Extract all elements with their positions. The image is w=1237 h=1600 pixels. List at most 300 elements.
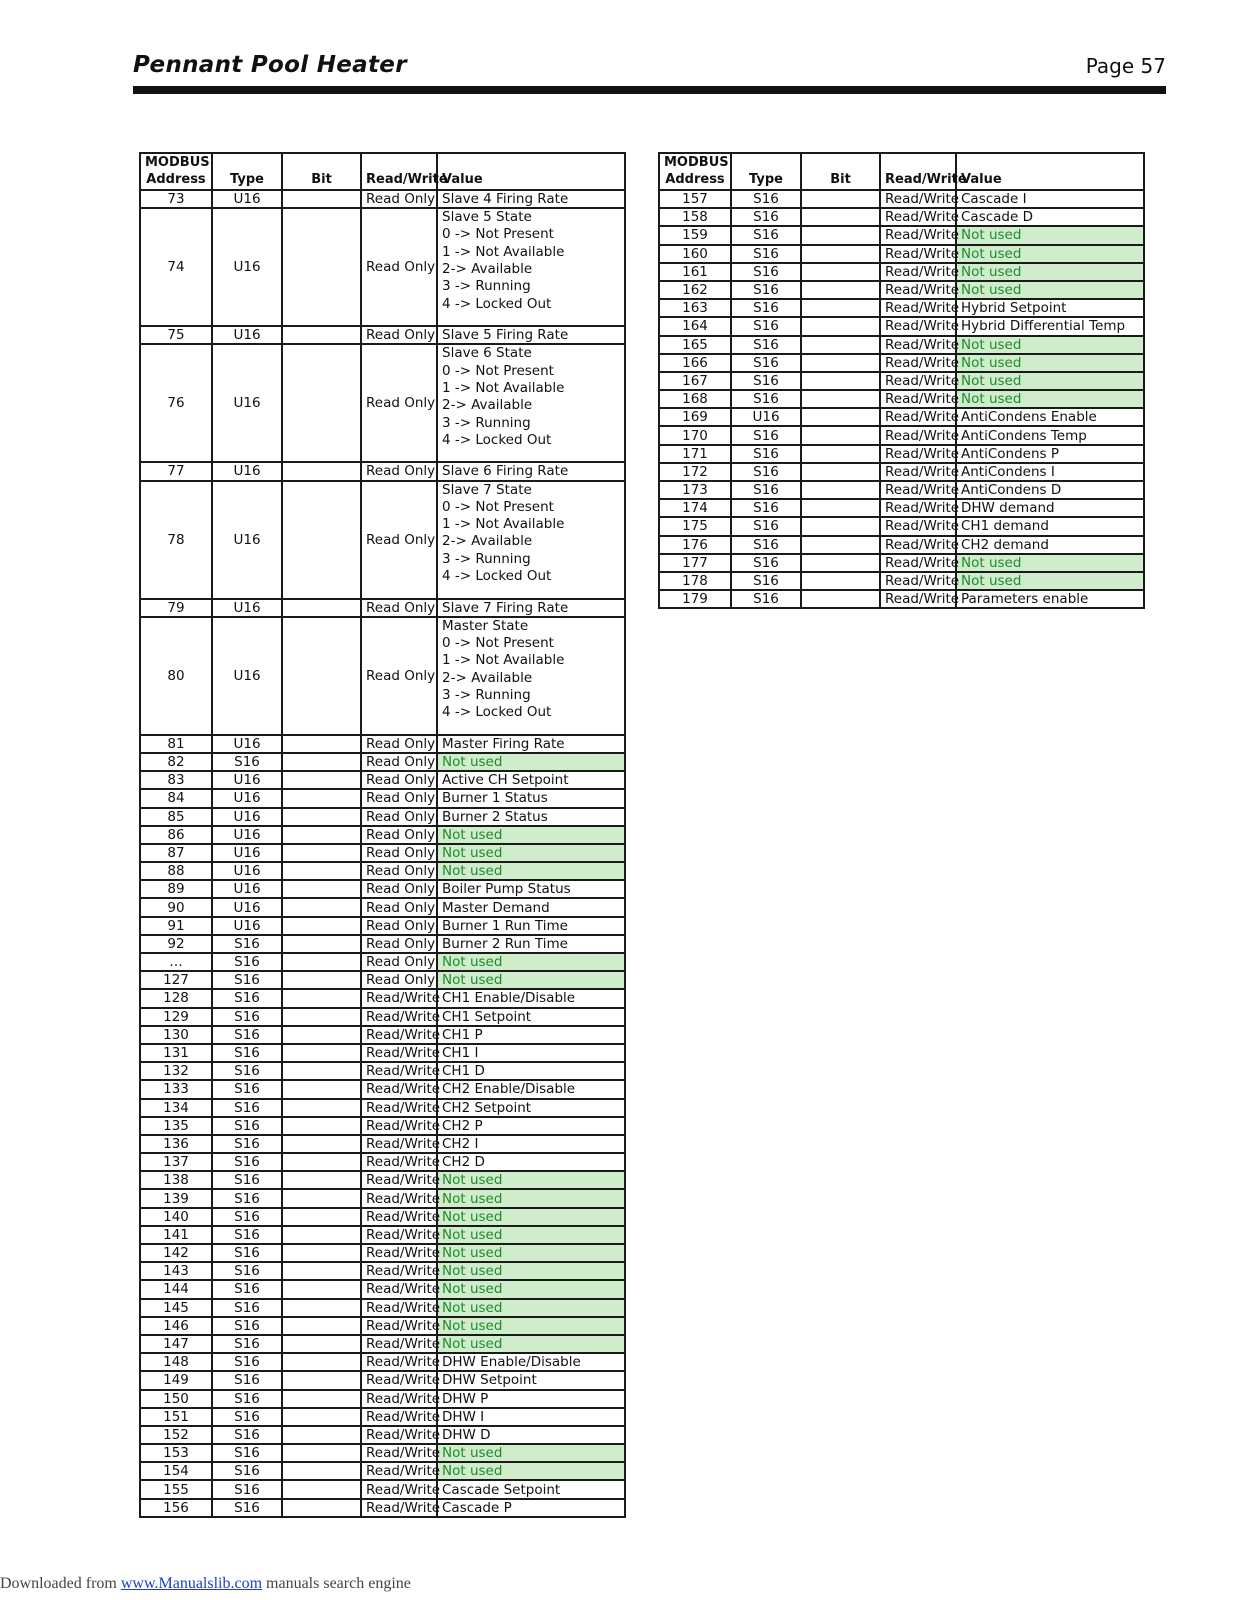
cell-bit: [282, 1008, 361, 1026]
cell-type: U16: [212, 326, 282, 344]
cell-type: S16: [212, 1226, 282, 1244]
cell-type: U16: [212, 917, 282, 935]
cell-bit: [282, 1480, 361, 1498]
cell-read-write: Read/Write: [880, 463, 956, 481]
cell-type: S16: [731, 354, 801, 372]
cell-address: 154: [140, 1462, 212, 1480]
table-row: [140, 1099, 625, 1117]
cell-value-text: Slave 5 State 0 -> Not Present 1 -> Not Available 2-> Available 3 -> Running 4 -> Locked Out: [442, 209, 565, 312]
cell-value: Not used: [437, 971, 625, 989]
cell-value: Not used: [437, 1280, 625, 1298]
cell-read-write: Read/Write: [361, 1026, 437, 1044]
cell-type: U16: [212, 481, 282, 599]
cell-value: [437, 617, 625, 735]
table-row: [659, 299, 1144, 317]
cell-read-write: Read Only: [361, 808, 437, 826]
cell-address: 166: [659, 354, 731, 372]
cell-read-write: Read/Write: [361, 1299, 437, 1317]
cell-address: 135: [140, 1117, 212, 1135]
cell-value: Not used: [437, 1317, 625, 1335]
cell-type: S16: [212, 1208, 282, 1226]
cell-type: S16: [212, 1044, 282, 1062]
cell-value: CH1 P: [437, 1026, 625, 1044]
cell-type: U16: [212, 880, 282, 898]
cell-type: U16: [212, 771, 282, 789]
cell-type: S16: [731, 190, 801, 208]
cell-address: 168: [659, 390, 731, 408]
cell-type: S16: [212, 1444, 282, 1462]
table-row: [140, 1189, 625, 1207]
cell-value: Hybrid Differential Temp: [956, 317, 1144, 335]
cell-read-write: Read/Write: [880, 263, 956, 281]
cell-value: Not used: [437, 1299, 625, 1317]
cell-value: DHW P: [437, 1390, 625, 1408]
cell-type: U16: [212, 208, 282, 326]
table-row: [140, 862, 625, 880]
cell-address: 144: [140, 1280, 212, 1298]
cell-read-write: Read/Write: [361, 1153, 437, 1171]
cell-value: Not used: [956, 336, 1144, 354]
cell-read-write: Read Only: [361, 208, 437, 326]
table-row: [659, 554, 1144, 572]
table-row: [659, 408, 1144, 426]
cell-address: 148: [140, 1353, 212, 1371]
cell-bit: [282, 1044, 361, 1062]
footer-suffix: manuals search engine: [262, 1575, 411, 1592]
cell-address: 175: [659, 517, 731, 535]
cell-type: S16: [212, 1153, 282, 1171]
cell-type: S16: [212, 1462, 282, 1480]
cell-address: 75: [140, 326, 212, 344]
table-row: [140, 1408, 625, 1426]
col-read-write: Read/Write: [361, 153, 437, 190]
cell-address: 76: [140, 344, 212, 462]
table-row: [140, 1208, 625, 1226]
table-row: [140, 462, 625, 480]
cell-address: 134: [140, 1099, 212, 1117]
table-row: [140, 771, 625, 789]
footer-prefix: Downloaded from: [0, 1575, 121, 1592]
cell-address: 146: [140, 1317, 212, 1335]
cell-type: S16: [212, 1335, 282, 1353]
cell-address: 158: [659, 208, 731, 226]
cell-read-write: Read/Write: [880, 372, 956, 390]
cell-type: S16: [731, 245, 801, 263]
cell-value: Hybrid Setpoint: [956, 299, 1144, 317]
cell-read-write: Read/Write: [361, 1099, 437, 1117]
cell-type: U16: [212, 617, 282, 735]
cell-type: S16: [212, 1099, 282, 1117]
modbus-table-left: [139, 152, 626, 1518]
cell-value: Cascade Setpoint: [437, 1480, 625, 1498]
cell-read-write: Read/Write: [361, 1480, 437, 1498]
cell-type: S16: [212, 1026, 282, 1044]
cell-value: Master Firing Rate: [437, 735, 625, 753]
cell-read-write: Read/Write: [880, 590, 956, 608]
cell-read-write: Read/Write: [880, 554, 956, 572]
table-row: [659, 226, 1144, 244]
cell-read-write: Read Only: [361, 462, 437, 480]
cell-type: S16: [212, 1480, 282, 1498]
cell-bit: [282, 1189, 361, 1207]
cell-bit: [801, 226, 880, 244]
table-row: [140, 1444, 625, 1462]
table-row: [140, 989, 625, 1007]
cell-read-write: Read Only: [361, 844, 437, 862]
cell-address: …: [140, 953, 212, 971]
cell-value: CH2 Setpoint: [437, 1099, 625, 1117]
cell-value: Slave 7 Firing Rate: [437, 599, 625, 617]
cell-type: S16: [731, 445, 801, 463]
cell-address: 84: [140, 789, 212, 807]
cell-bit: [282, 1226, 361, 1244]
cell-value: [437, 481, 625, 599]
cell-bit: [801, 517, 880, 535]
cell-bit: [282, 1499, 361, 1517]
table-row: [140, 326, 625, 344]
cell-bit: [282, 1353, 361, 1371]
cell-type: S16: [212, 1008, 282, 1026]
cell-value: AntiCondens Enable: [956, 408, 1144, 426]
manualslib-link[interactable]: www.Manualslib.com: [120, 1575, 263, 1592]
cell-address: 165: [659, 336, 731, 354]
cell-address: 132: [140, 1062, 212, 1080]
cell-value: Burner 1 Run Time: [437, 917, 625, 935]
cell-bit: [282, 1299, 361, 1317]
cell-address: 145: [140, 1299, 212, 1317]
cell-value: AntiCondens Temp: [956, 426, 1144, 444]
cell-value: Not used: [437, 1335, 625, 1353]
table-row: [140, 1462, 625, 1480]
cell-type: S16: [212, 1080, 282, 1098]
table-row: [140, 1317, 625, 1335]
cell-bit: [282, 771, 361, 789]
cell-read-write: Read Only: [361, 917, 437, 935]
cell-bit: [801, 426, 880, 444]
table-row: [140, 1499, 625, 1517]
cell-address: 147: [140, 1335, 212, 1353]
cell-value: Cascade P: [437, 1499, 625, 1517]
cell-value: Burner 1 Status: [437, 789, 625, 807]
cell-address: 82: [140, 753, 212, 771]
cell-value: Not used: [437, 1226, 625, 1244]
cell-read-write: Read/Write: [361, 1262, 437, 1280]
cell-read-write: Read/Write: [361, 1444, 437, 1462]
cell-address: 141: [140, 1226, 212, 1244]
cell-type: S16: [212, 1408, 282, 1426]
cell-read-write: Read/Write: [880, 426, 956, 444]
cell-type: S16: [731, 499, 801, 517]
table-row: [140, 1280, 625, 1298]
cell-type: S16: [212, 1171, 282, 1189]
cell-read-write: Read/Write: [361, 1226, 437, 1244]
cell-type: S16: [731, 281, 801, 299]
cell-address: 78: [140, 481, 212, 599]
cell-read-write: Read/Write: [361, 1080, 437, 1098]
cell-value: DHW Enable/Disable: [437, 1353, 625, 1371]
cell-address: 79: [140, 599, 212, 617]
table-row: [140, 1080, 625, 1098]
cell-read-write: Read Only: [361, 753, 437, 771]
cell-address: 140: [140, 1208, 212, 1226]
cell-address: 83: [140, 771, 212, 789]
cell-value: CH1 I: [437, 1044, 625, 1062]
cell-value: Not used: [437, 753, 625, 771]
cell-bit: [801, 463, 880, 481]
cell-value: Not used: [437, 1171, 625, 1189]
cell-type: S16: [212, 753, 282, 771]
page-number: Page 57: [1085, 54, 1166, 78]
cell-type: S16: [212, 1426, 282, 1444]
cell-address: 162: [659, 281, 731, 299]
table-row: [659, 536, 1144, 554]
cell-bit: [801, 336, 880, 354]
cell-value: Slave 6 Firing Rate: [437, 462, 625, 480]
cell-address: 127: [140, 971, 212, 989]
cell-address: 81: [140, 735, 212, 753]
cell-type: S16: [212, 1299, 282, 1317]
cell-bit: [801, 499, 880, 517]
cell-bit: [282, 1280, 361, 1298]
table-row: [659, 281, 1144, 299]
cell-value: Burner 2 Status: [437, 808, 625, 826]
cell-bit: [282, 735, 361, 753]
cell-read-write: Read/Write: [361, 1390, 437, 1408]
cell-read-write: Read/Write: [361, 1353, 437, 1371]
cell-type: S16: [212, 1390, 282, 1408]
cell-address: 171: [659, 445, 731, 463]
cell-type: U16: [212, 735, 282, 753]
cell-type: S16: [212, 953, 282, 971]
cell-address: 80: [140, 617, 212, 735]
cell-bit: [801, 590, 880, 608]
cell-value: CH2 demand: [956, 536, 1144, 554]
cell-value: CH1 Enable/Disable: [437, 989, 625, 1007]
cell-type: S16: [731, 426, 801, 444]
table-row: [140, 1171, 625, 1189]
table-row: [659, 426, 1144, 444]
cell-type: U16: [731, 408, 801, 426]
cell-bit: [282, 599, 361, 617]
cell-address: 178: [659, 572, 731, 590]
cell-value: AntiCondens P: [956, 445, 1144, 463]
cell-bit: [282, 789, 361, 807]
col-bit: Bit: [282, 153, 361, 190]
cell-read-write: Read Only: [361, 880, 437, 898]
cell-bit: [282, 844, 361, 862]
table-row: [140, 1153, 625, 1171]
cell-address: 138: [140, 1171, 212, 1189]
cell-read-write: Read/Write: [361, 1244, 437, 1262]
cell-address: 85: [140, 808, 212, 826]
cell-bit: [282, 1208, 361, 1226]
cell-value: Not used: [956, 226, 1144, 244]
cell-bit: [282, 808, 361, 826]
cell-read-write: Read Only: [361, 771, 437, 789]
cell-value: Not used: [437, 1462, 625, 1480]
table-row: [659, 517, 1144, 535]
cell-read-write: Read Only: [361, 898, 437, 916]
cell-bit: [282, 753, 361, 771]
cell-bit: [282, 208, 361, 326]
cell-bit: [282, 1153, 361, 1171]
cell-read-write: Read/Write: [880, 499, 956, 517]
table-row: [140, 1390, 625, 1408]
col-value: Value: [437, 153, 625, 190]
cell-read-write: Read/Write: [880, 226, 956, 244]
cell-address: 169: [659, 408, 731, 426]
cell-read-write: Read Only: [361, 862, 437, 880]
cell-value: Slave 5 Firing Rate: [437, 326, 625, 344]
cell-type: U16: [212, 462, 282, 480]
cell-bit: [801, 190, 880, 208]
cell-type: S16: [731, 481, 801, 499]
cell-type: U16: [212, 808, 282, 826]
cell-value: Master Demand: [437, 898, 625, 916]
cell-type: S16: [731, 536, 801, 554]
table-row: [140, 1135, 625, 1153]
cell-bit: [801, 572, 880, 590]
cell-bit: [282, 862, 361, 880]
cell-bit: [801, 536, 880, 554]
cell-address: 77: [140, 462, 212, 480]
cell-read-write: Read/Write: [880, 408, 956, 426]
cell-type: S16: [212, 1280, 282, 1298]
cell-address: 163: [659, 299, 731, 317]
table-row: [140, 789, 625, 807]
cell-bit: [282, 1244, 361, 1262]
table-row: [140, 190, 625, 208]
table-row: [659, 263, 1144, 281]
table-row: [140, 1062, 625, 1080]
cell-type: U16: [212, 599, 282, 617]
table-row: [140, 1026, 625, 1044]
cell-bit: [282, 1444, 361, 1462]
cell-value: Not used: [437, 1244, 625, 1262]
cell-read-write: Read/Write: [361, 1499, 437, 1517]
cell-read-write: Read/Write: [361, 1044, 437, 1062]
cell-type: S16: [212, 1244, 282, 1262]
cell-type: S16: [212, 1371, 282, 1389]
cell-value: Not used: [437, 844, 625, 862]
cell-value: Slave 4 Firing Rate: [437, 190, 625, 208]
cell-address: 164: [659, 317, 731, 335]
table-row: [140, 1226, 625, 1244]
cell-value: Not used: [956, 245, 1144, 263]
cell-type: S16: [212, 1117, 282, 1135]
table-row: [659, 499, 1144, 517]
page-header: [133, 52, 1166, 82]
table-row: [140, 1044, 625, 1062]
cell-value: Parameters enable: [956, 590, 1144, 608]
cell-type: S16: [731, 390, 801, 408]
cell-read-write: Read/Write: [880, 481, 956, 499]
cell-bit: [282, 1080, 361, 1098]
table-row: [140, 1426, 625, 1444]
table-row: [140, 208, 625, 326]
cell-read-write: Read/Write: [880, 245, 956, 263]
table-row: [140, 935, 625, 953]
cell-bit: [801, 554, 880, 572]
cell-value: Active CH Setpoint: [437, 771, 625, 789]
cell-bit: [282, 898, 361, 916]
table-row: [140, 617, 625, 735]
table-row: [140, 808, 625, 826]
table-row: [659, 372, 1144, 390]
cell-address: 170: [659, 426, 731, 444]
cell-address: 136: [140, 1135, 212, 1153]
cell-address: 92: [140, 935, 212, 953]
col-type: Type: [731, 153, 801, 190]
cell-address: 167: [659, 372, 731, 390]
cell-bit: [282, 1462, 361, 1480]
col-bit: Bit: [801, 153, 880, 190]
cell-read-write: Read/Write: [880, 445, 956, 463]
cell-read-write: Read/Write: [880, 299, 956, 317]
cell-bit: [282, 1135, 361, 1153]
cell-bit: [282, 1171, 361, 1189]
table-row: [659, 481, 1144, 499]
table-row: [659, 336, 1144, 354]
cell-type: U16: [212, 898, 282, 916]
cell-bit: [282, 1408, 361, 1426]
table-row: [140, 917, 625, 935]
cell-bit: [282, 1390, 361, 1408]
cell-value: CH2 D: [437, 1153, 625, 1171]
cell-read-write: Read/Write: [880, 354, 956, 372]
cell-type: S16: [731, 572, 801, 590]
table-row: [659, 208, 1144, 226]
cell-read-write: Read Only: [361, 190, 437, 208]
cell-type: S16: [731, 554, 801, 572]
cell-bit: [282, 971, 361, 989]
cell-value: Cascade D: [956, 208, 1144, 226]
cell-value: Cascade I: [956, 190, 1144, 208]
cell-bit: [801, 317, 880, 335]
table-row: [140, 735, 625, 753]
cell-address: 89: [140, 880, 212, 898]
col-modbus-address: MODBUS Address: [659, 153, 731, 190]
cell-read-write: Read/Write: [361, 1335, 437, 1353]
cell-value: [437, 208, 625, 326]
table-row: [140, 481, 625, 599]
cell-value: DHW D: [437, 1426, 625, 1444]
cell-value: DHW Setpoint: [437, 1371, 625, 1389]
document-title: Pennant Pool Heater: [133, 52, 407, 78]
cell-read-write: Read/Write: [361, 1171, 437, 1189]
cell-value: [437, 344, 625, 462]
cell-value-text: Slave 7 State 0 -> Not Present 1 -> Not Available 2-> Available 3 -> Running 4 -> Locked Out: [442, 481, 565, 585]
table-row: [140, 1244, 625, 1262]
cell-type: S16: [212, 1062, 282, 1080]
cell-type: S16: [212, 989, 282, 1007]
cell-read-write: Read Only: [361, 599, 437, 617]
cell-bit: [282, 935, 361, 953]
cell-type: S16: [731, 299, 801, 317]
cell-bit: [282, 1317, 361, 1335]
cell-type: S16: [212, 1262, 282, 1280]
cell-value: Not used: [437, 826, 625, 844]
table-row: [659, 390, 1144, 408]
cell-read-write: Read/Write: [361, 1317, 437, 1335]
table-row: [140, 1353, 625, 1371]
cell-bit: [801, 354, 880, 372]
table-row: [140, 599, 625, 617]
cell-read-write: Read Only: [361, 344, 437, 462]
table-row: [140, 1335, 625, 1353]
cell-bit: [282, 344, 361, 462]
cell-type: S16: [731, 208, 801, 226]
